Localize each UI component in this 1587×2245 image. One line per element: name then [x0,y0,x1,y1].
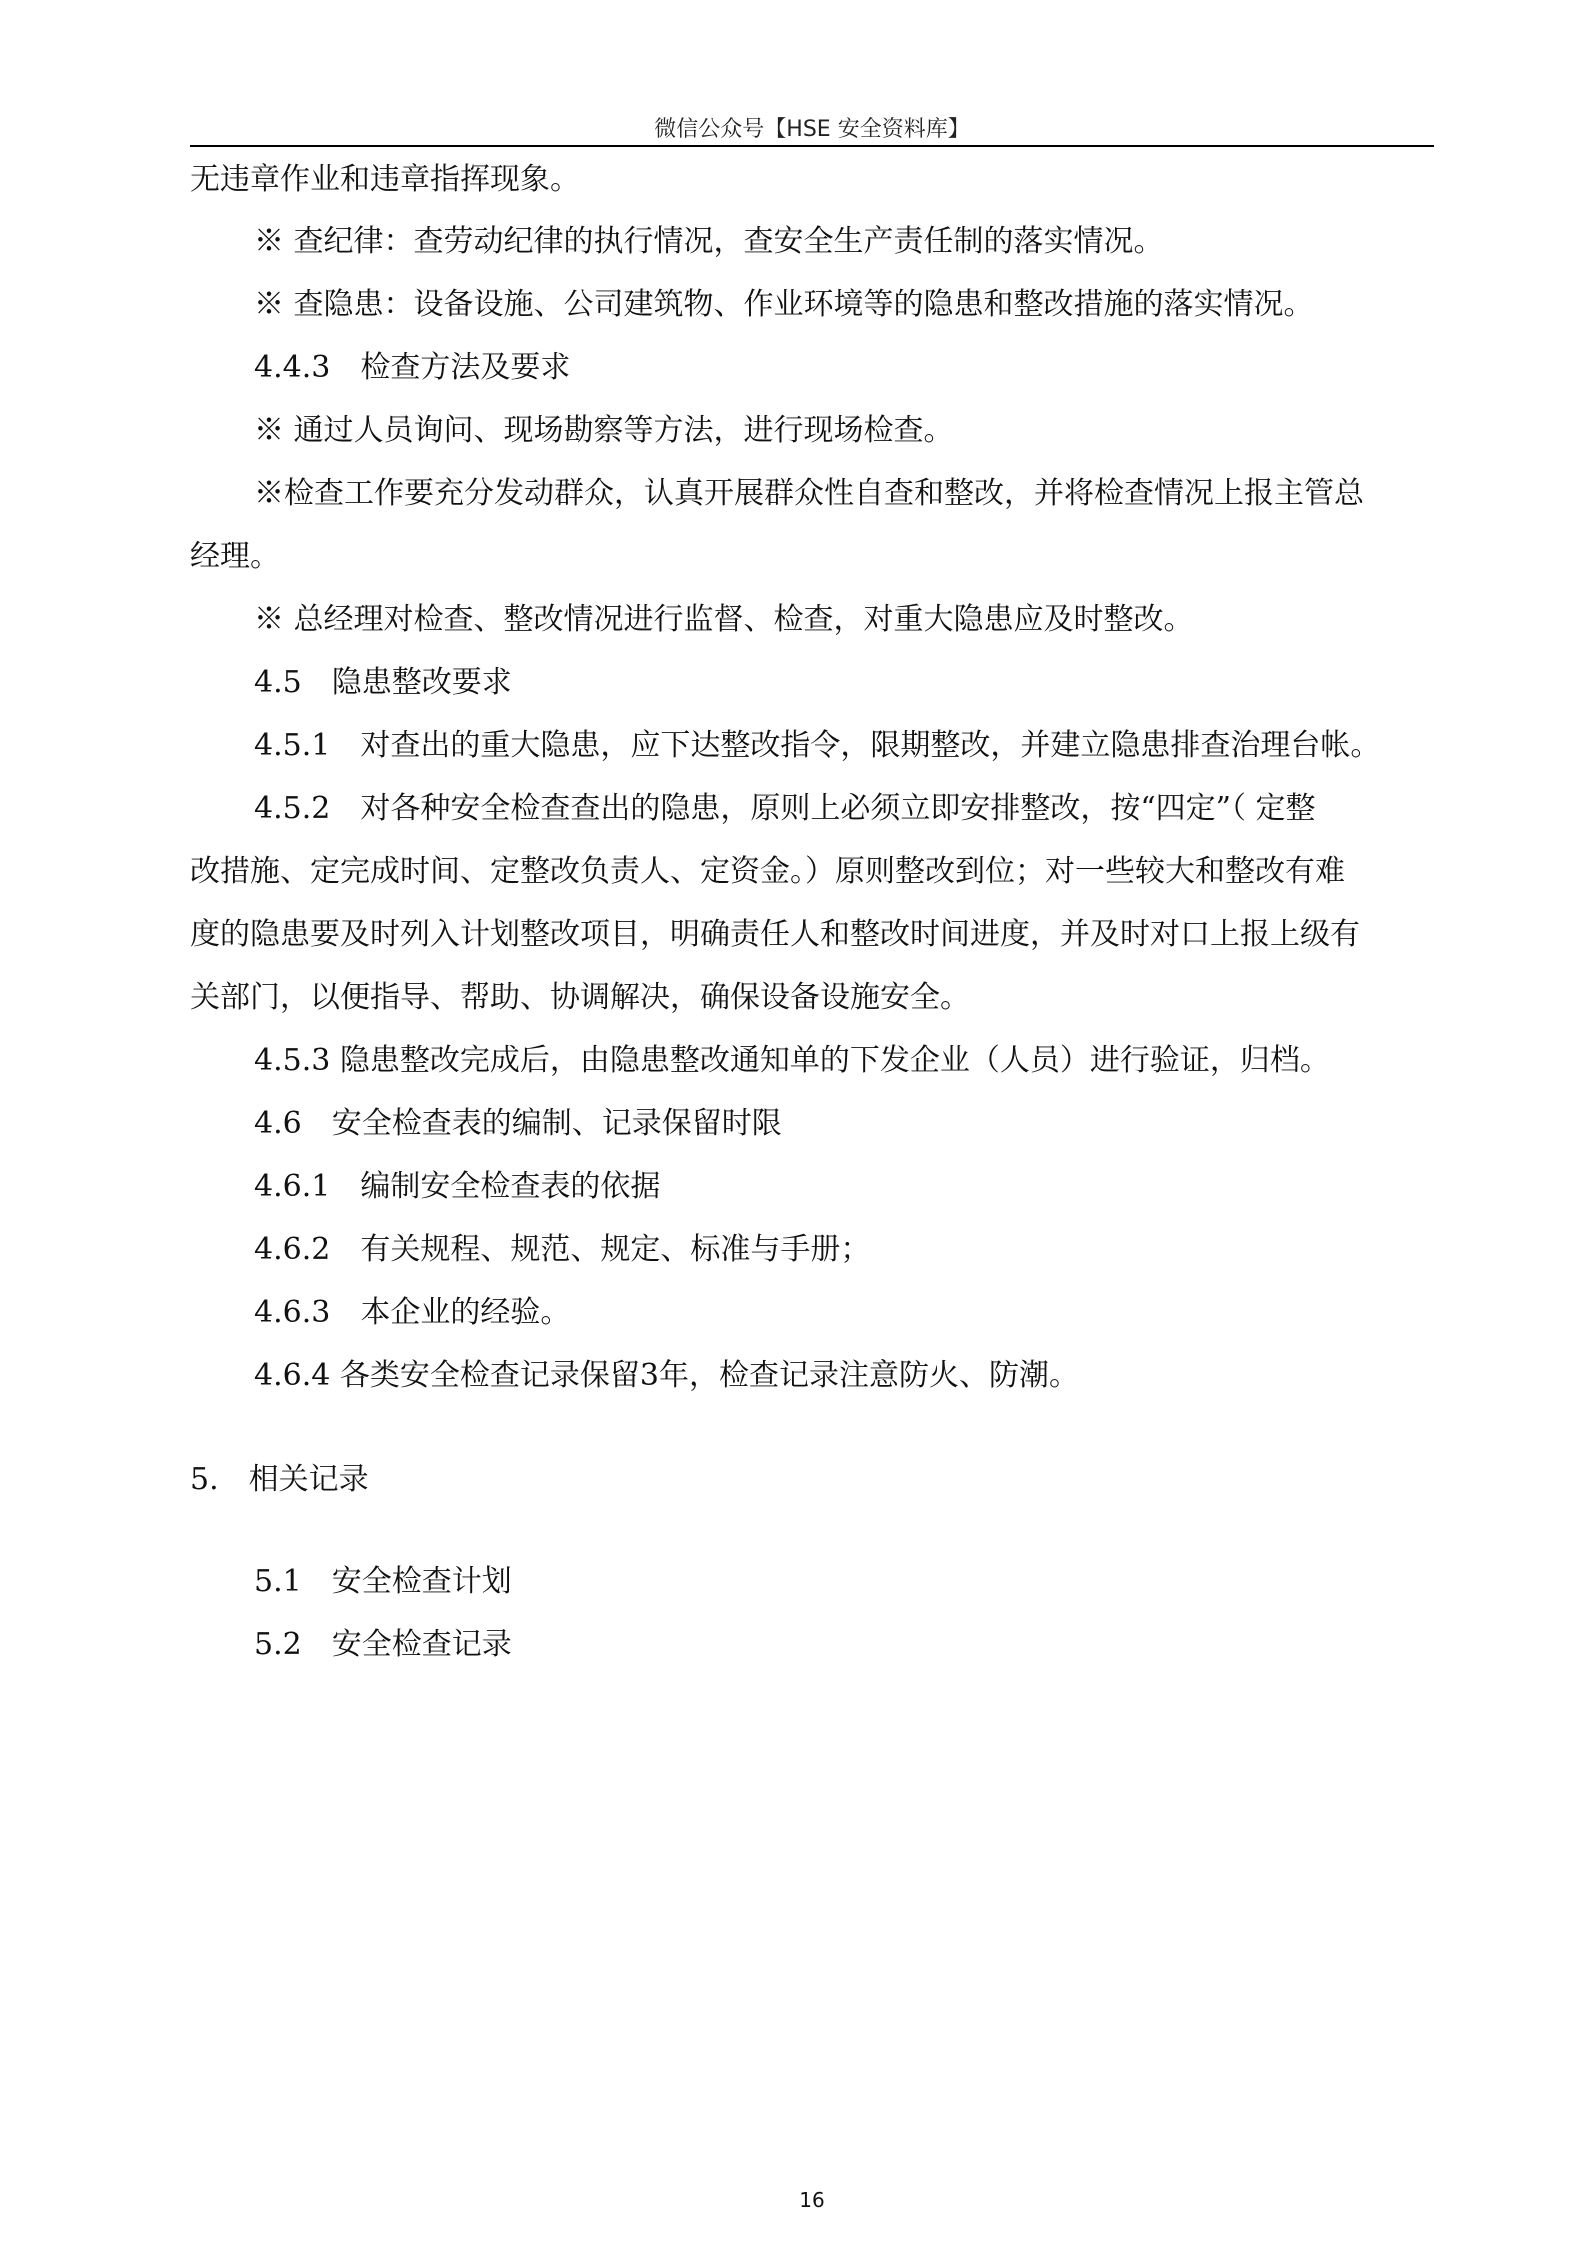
page-header: 微信公众号【HSE 安全资料库】 [654,117,970,142]
section-heading: 4.5 隐患整改要求 [254,665,512,700]
list-item: 5.1 安全检查计划 [254,1564,512,1599]
paragraph-line: 改措施、定完成时间、定整改负责人、定资金。）原则整改到位；对一些较大和整改有难 [190,854,1345,889]
paragraph-line: ※ 查纪律：查劳动纪律的执行情况，查安全生产责任制的落实情况。 [254,224,1164,259]
section-heading: 4.4.3 检查方法及要求 [254,350,571,385]
paragraph-line: 4.6.1 编制安全检查表的依据 [254,1169,661,1204]
paragraph-line: 4.6.2 有关规程、规范、规定、标准与手册； [254,1232,871,1267]
paragraph-line: 度的隐患要及时列入计划整改项目，明确责任人和整改时间进度，并及时对口上报上级有 [190,917,1360,952]
paragraph-line: 4.6.4 各类安全检查记录保留3年，检查记录注意防火、防潮。 [254,1358,1079,1393]
page-number: 16 [799,2188,825,2212]
header-divider [190,145,1434,147]
section-heading: 4.6 安全检查表的编制、记录保留时限 [254,1106,782,1141]
paragraph-line: 4.5.3 隐患整改完成后，由隐患整改通知单的下发企业（人员）进行验证，归档。 [254,1043,1330,1078]
paragraph-line: 4.6.3 本企业的经验。 [254,1295,571,1330]
paragraph-line: 4.5.2 对各种安全检查查出的隐患，原则上必须立即安排整改，按“四定”（ 定整 [254,791,1316,826]
paragraph-line: ※检查工作要充分发动群众，认真开展群众性自查和整改，并将检查情况上报主管总 [254,476,1364,511]
list-item: 5.2 安全检查记录 [254,1627,512,1662]
paragraph-line: 经理。 [190,539,280,574]
paragraph-line: 关部门，以便指导、帮助、协调解决，确保设备设施安全。 [190,980,970,1015]
paragraph-line: 4.5.1 对查出的重大隐患，应下达整改指令，限期整改，并建立隐患排查治理台帐。 [254,728,1381,763]
section-heading: 5. 相关记录 [190,1462,369,1497]
paragraph-line: ※ 通过人员询问、现场勘察等方法，进行现场检查。 [254,413,954,448]
paragraph-line: ※ 查隐患：设备设施、公司建筑物、作业环境等的隐患和整改措施的落实情况。 [254,287,1314,322]
paragraph-line: ※ 总经理对检查、整改情况进行监督、检查，对重大隐患应及时整改。 [254,602,1194,637]
paragraph-line: 无违章作业和违章指挥现象。 [190,162,580,197]
